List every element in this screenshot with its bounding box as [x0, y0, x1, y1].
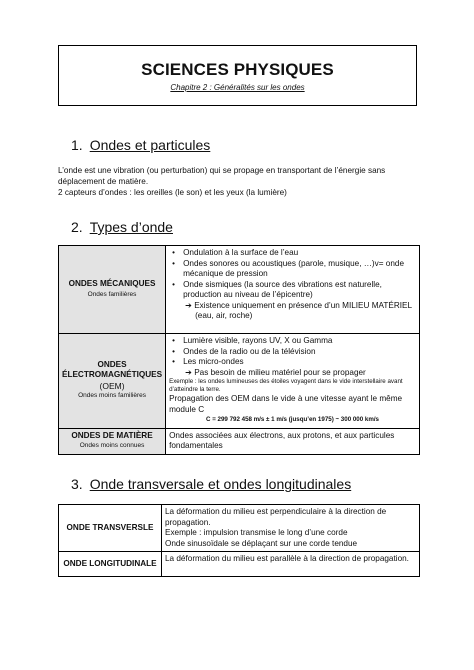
transverse-line: La déformation du milieu est perpendiculaire à la direction de propagation.: [165, 507, 387, 527]
bullet-icon: •: [172, 258, 175, 268]
section-1-text: [58, 165, 428, 198]
bullet-icon: •: [172, 279, 175, 289]
em-example: Exemple : les ondes lumineuses des étoiles voyagent dans le vide interstellaire avant d’atteindre la terre.: [169, 378, 403, 393]
section-1-number: 1.: [71, 137, 83, 153]
transverse-label-cell: [59, 505, 162, 552]
list-item: • Lumière visible, rayons UV, X ou Gamma: [172, 336, 333, 345]
transverse-line: Onde sinusoïdale se déplaçant sur une corde tendue: [165, 538, 358, 548]
bullet-icon: •: [172, 336, 175, 345]
table-row: [59, 505, 420, 552]
document-title: SCIENCES PHYSIQUES: [141, 60, 334, 79]
table-row: [59, 552, 420, 577]
mechanical-label: ONDES MÉCANIQUES: [68, 279, 156, 288]
transverse-label: ONDE TRANSVERSLE: [66, 522, 154, 532]
matter-label: ONDES DE MATIÈRE: [71, 430, 153, 440]
em-sublabel: Ondes moins familières: [78, 392, 146, 400]
section-2-heading: [71, 219, 173, 235]
em-content: [166, 334, 420, 429]
bullet-icon: •: [172, 248, 175, 257]
section-3-title: Onde transversale et ondes longitudinales: [89, 476, 352, 492]
list-item: • Les micro-ondes: [172, 357, 244, 366]
section-3-number: 3.: [71, 476, 83, 492]
transverse-content: [162, 505, 420, 552]
em-propagation: Propagation des OEM dans le vide à une vitesse ayant le même module C: [169, 394, 403, 414]
matter-sublabel: Ondes moins connues: [79, 442, 145, 449]
list-item: • Ondes de la radio ou de la télévision: [172, 346, 316, 356]
bullet-icon: •: [172, 346, 175, 356]
section-1-title: Ondes et particules: [89, 137, 211, 153]
em-label-cell: [59, 334, 166, 429]
longitudinal-content: [162, 552, 420, 577]
wave-definition: L’onde est une vibration (ou perturbation) qui se propage en transportant de l’énergie sans déplacement de matière.: [58, 166, 386, 186]
arrow-right-icon: ➔: [185, 367, 195, 377]
em-label-abbr: (OEM): [99, 380, 125, 391]
list-item: • Ondes sonores ou acoustiques (parole, musique, …)v= onde mécanique de pression: [172, 258, 405, 278]
transverse-line: Exemple : impulsion transmise le long d’une corde: [165, 528, 348, 537]
em-arrow-note: ➔ Pas besoin de milieu matériel pour se propager: [185, 367, 366, 377]
mechanical-arrow-note: ➔ Existence uniquement en présence d’un MILIEU MATÉRIEL (eau, air, roche): [185, 300, 412, 320]
list-item: • Onde sismiques (la source des vibrations est naturelle, production au niveau de l’épicentre): [172, 279, 382, 299]
table-row: [59, 334, 420, 429]
wave-sensors: 2 capteurs d’ondes : les oreilles (le son) et les yeux (la lumière): [58, 188, 287, 197]
matter-content: Ondes associées aux électrons, aux protons, et aux particules fondamentales: [166, 428, 420, 454]
light-speed: C = 299 792 458 m/s ± 1 m/s (jusqu’en 1975) ~ 300 000 km/s: [206, 416, 380, 423]
mechanical-content: [166, 246, 420, 334]
bullet-icon: •: [172, 357, 175, 366]
title-box: [58, 45, 417, 106]
longitudinal-line: La déformation du milieu est parallèle à la direction de propagation.: [165, 554, 409, 563]
longitudinal-label-cell: [59, 552, 162, 577]
arrow-right-icon: ➔: [185, 300, 195, 310]
wave-direction-table: [58, 504, 420, 577]
longitudinal-label: ONDE LONGITUDINALE: [63, 558, 157, 568]
chapter-subtitle: Chapitre 2 : Généralités sur les ondes: [170, 83, 305, 92]
em-label: ONDES ÉLECTROMAGNÉTIQUES: [62, 359, 163, 380]
table-row: [59, 428, 420, 454]
wave-types-table: [58, 245, 420, 455]
section-2-number: 2.: [71, 219, 83, 235]
section-2-title: Types d’onde: [89, 219, 173, 235]
section-3-heading: [71, 476, 351, 492]
list-item: • Ondulation à la surface de l’eau: [172, 248, 299, 257]
mechanical-label-cell: [59, 246, 166, 334]
section-1-heading: [71, 137, 210, 153]
mechanical-sublabel: Ondes familières: [87, 290, 137, 298]
table-row: [59, 246, 420, 334]
matter-label-cell: [59, 428, 166, 454]
